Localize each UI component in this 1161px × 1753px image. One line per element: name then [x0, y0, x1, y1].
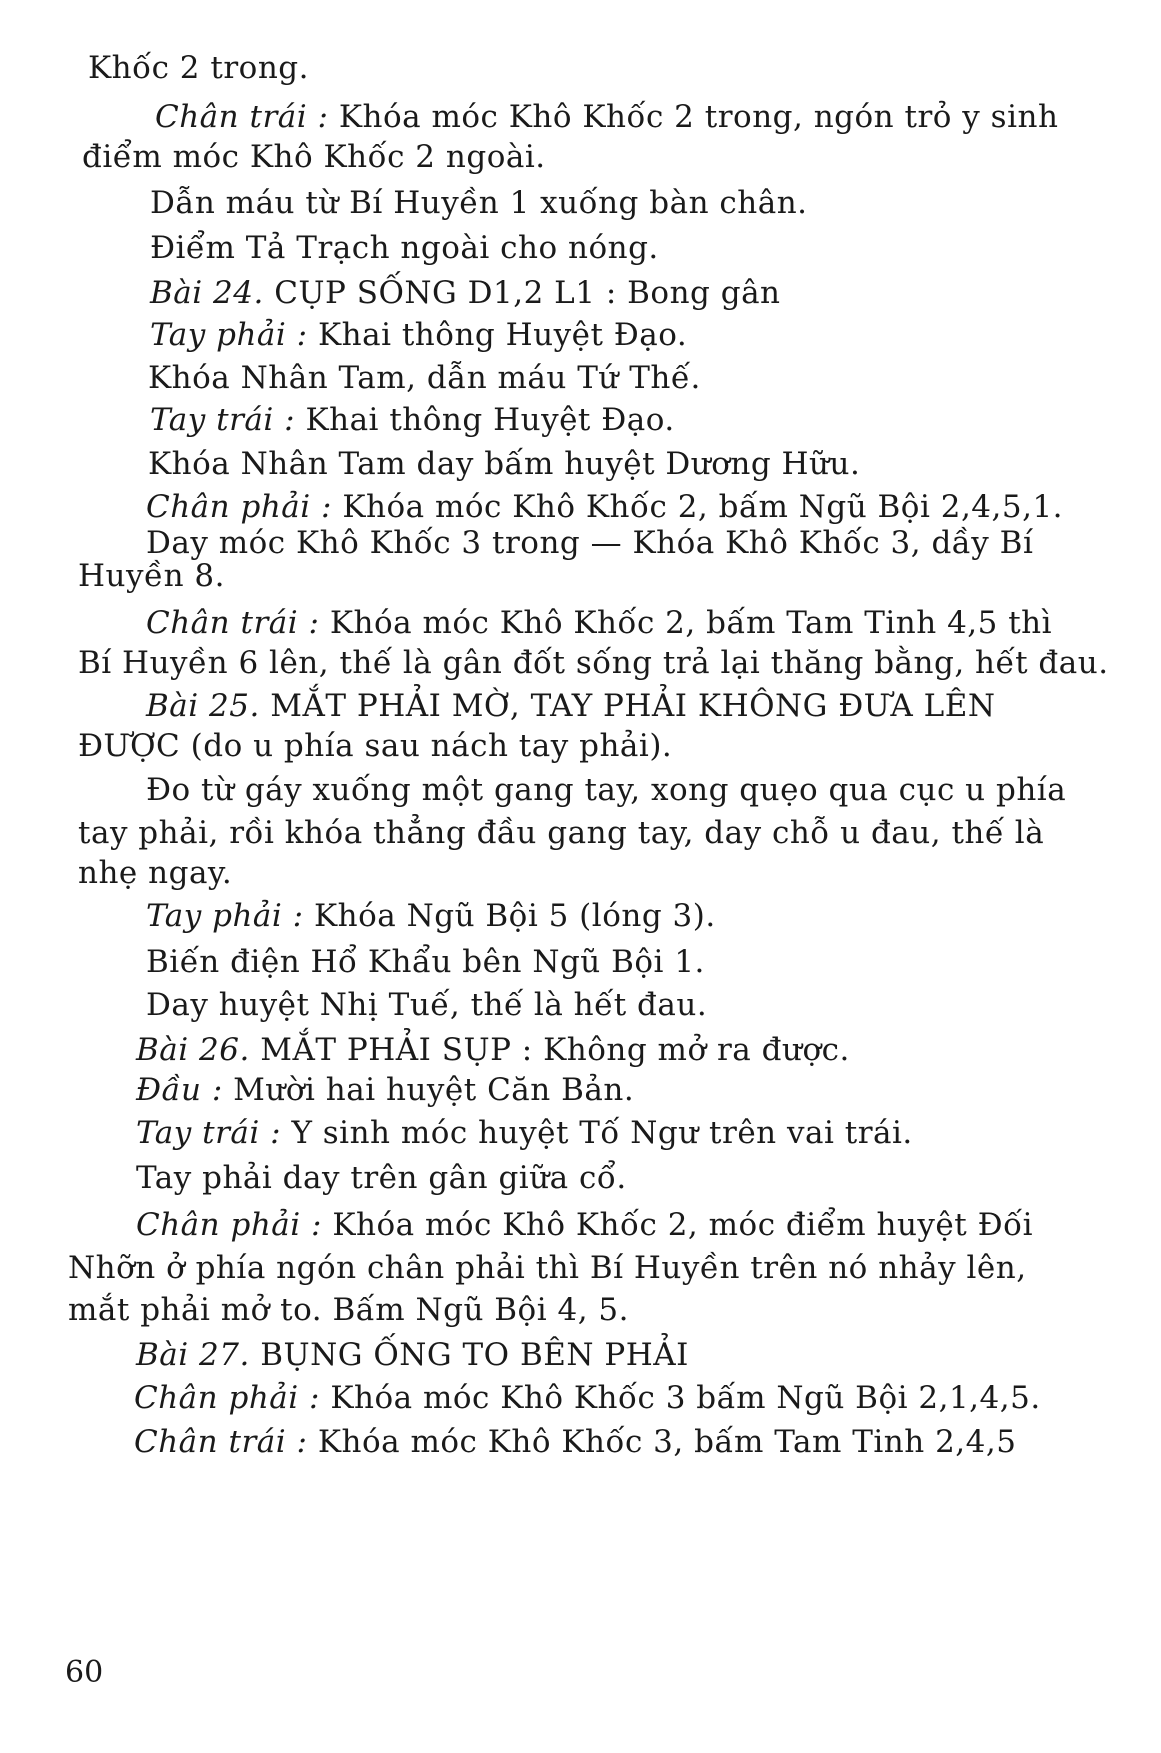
text-line	[150, 228, 659, 268]
text-line	[136, 1070, 634, 1110]
text-line	[146, 770, 1067, 810]
line-content	[146, 770, 1067, 810]
text-line	[146, 603, 1053, 643]
text-line	[78, 853, 232, 893]
text-run: Day móc Khô Khốc 3 trong — Khóa Khô Khốc 3, dầy Bí	[146, 525, 1034, 561]
line-content	[136, 1115, 913, 1151]
line-content	[146, 987, 707, 1023]
text-run: MẮT PHẢI SỤP : Không mở ra được.	[249, 1032, 850, 1068]
text-run: Điểm Tả Trạch ngoài cho nóng.	[150, 230, 659, 266]
italic-heading: Chân trái :	[155, 99, 329, 135]
text-line	[134, 1378, 1041, 1418]
text-run: Nhỡn ở phía ngón chân phải thì Bí Huyền trên nó nhảy lên,	[68, 1250, 1027, 1286]
italic-heading: Tay phải :	[146, 898, 304, 934]
text-line	[134, 1422, 1016, 1462]
text-run: Huyền 8.	[78, 558, 225, 594]
text-line	[88, 48, 309, 88]
text-run: Khai thông Huyệt Đạo.	[307, 317, 688, 353]
text-line	[155, 97, 1059, 137]
text-line	[136, 1030, 850, 1070]
line-content	[150, 230, 659, 266]
text-run: Khóa móc Khô Khốc 2, bấm Ngũ Bội 2,4,5,1.	[332, 489, 1064, 525]
text-line	[146, 896, 716, 936]
text-run: Bí Huyền 6 lên, thế là gân đốt sống trả lại thăng bằng, hết đau.	[78, 645, 1109, 681]
text-line	[82, 137, 546, 177]
line-content	[148, 360, 701, 396]
text-line	[136, 1205, 1033, 1245]
text-run: tay phải, rồi khóa thẳng đầu gang tay, day chỗ u đau, thế là	[78, 815, 1045, 851]
text-line	[136, 1335, 689, 1375]
text-line	[148, 444, 860, 484]
line-content	[78, 813, 1045, 853]
line-content	[150, 402, 675, 438]
text-run: MẮT PHẢI MỜ, TAY PHẢI KHÔNG ĐƯA LÊN	[259, 688, 996, 724]
text-run: ĐƯỢC (do u phía sau nách tay phải).	[78, 728, 673, 764]
line-content	[78, 643, 1109, 683]
text-line	[150, 315, 687, 355]
line-content	[136, 1072, 634, 1108]
text-run: Tay phải day trên gân giữa cổ.	[136, 1160, 627, 1196]
text-run: Đo từ gáy xuống một gang tay, xong quẹo qua cục u phía	[146, 772, 1067, 808]
line-content	[134, 1424, 1016, 1460]
line-content	[146, 944, 705, 980]
italic-heading: Tay trái :	[150, 402, 296, 438]
text-line	[78, 726, 672, 766]
text-run: CỤP SỐNG D1,2 L1 : Bong gân	[263, 275, 781, 311]
text-run: Khóa móc Khô Khốc 2 trong, ngón trỏ y sinh	[328, 99, 1059, 135]
text-run: Khóa Ngũ Bội 5 (lóng 3).	[303, 898, 716, 934]
text-run: Khốc 2 trong.	[88, 50, 309, 86]
text-run: mắt phải mở to. Bấm Ngũ Bội 4, 5.	[68, 1292, 629, 1328]
italic-heading: Bài 26.	[136, 1032, 250, 1068]
text-line	[146, 523, 1034, 563]
text-run: Khóa móc Khô Khốc 3, bấm Tam Tinh 2,4,5	[307, 1424, 1017, 1460]
text-line	[146, 985, 707, 1025]
line-content	[136, 1160, 627, 1196]
text-run: Khai thông Huyệt Đạo.	[295, 402, 675, 438]
text-line	[150, 400, 675, 440]
line-content	[146, 523, 1034, 563]
text-run: điểm móc Khô Khốc 2 ngoài.	[82, 139, 546, 175]
line-content	[146, 603, 1053, 643]
text-line	[146, 487, 1064, 527]
italic-heading: Bài 27.	[136, 1337, 250, 1373]
text-line	[136, 1158, 627, 1198]
italic-heading: Chân phải :	[134, 1380, 320, 1416]
italic-heading: Chân phải :	[146, 489, 332, 525]
text-run: nhẹ ngay.	[78, 855, 233, 891]
text-run: Khóa móc Khô Khốc 2, bấm Tam Tinh 4,5 thì	[319, 605, 1053, 641]
text-line	[68, 1290, 629, 1330]
line-content	[88, 50, 309, 86]
line-content	[136, 1205, 1033, 1245]
text-run: Khóa Nhân Tam day bấm huyệt Dương Hữu.	[148, 446, 861, 482]
text-run: Biến điện Hổ Khẩu bên Ngũ Bội 1.	[146, 944, 705, 980]
line-content	[134, 1380, 1041, 1416]
text-run: Y sinh móc huyệt Tố Ngư trên vai trái.	[281, 1115, 913, 1151]
line-content	[150, 275, 781, 311]
line-content	[150, 317, 687, 353]
text-run: Khóa móc Khô Khốc 3 bấm Ngũ Bội 2,1,4,5.	[320, 1380, 1041, 1416]
line-content	[82, 139, 546, 175]
text-run: Khóa móc Khô Khốc 2, móc điểm huyệt Đối	[322, 1207, 1033, 1243]
text-line	[150, 273, 781, 313]
text-run: Dẫn máu từ Bí Huyền 1 xuống bàn chân.	[150, 185, 808, 221]
text-line	[148, 358, 701, 398]
text-line	[146, 686, 996, 726]
text-line	[136, 1113, 913, 1153]
italic-heading: Đầu :	[136, 1072, 223, 1108]
text-line	[68, 1248, 1027, 1288]
line-content	[78, 728, 672, 764]
line-content	[148, 446, 860, 482]
italic-heading: Tay phải :	[150, 317, 308, 353]
text-line	[78, 813, 1045, 853]
line-content	[68, 1248, 1027, 1288]
line-content	[146, 686, 996, 726]
text-line	[78, 643, 1109, 683]
line-content	[136, 1032, 850, 1068]
text-line	[150, 183, 808, 223]
line-content	[150, 185, 808, 221]
line-content	[146, 487, 1064, 527]
text-line	[146, 942, 705, 982]
italic-heading: Tay trái :	[136, 1115, 282, 1151]
italic-heading: Bài 24.	[150, 275, 264, 311]
line-content	[136, 1337, 689, 1373]
line-content	[68, 1292, 629, 1328]
italic-heading: Bài 25.	[146, 688, 260, 724]
text-line	[78, 556, 225, 596]
italic-heading: Chân trái :	[134, 1424, 308, 1460]
line-content	[78, 558, 225, 594]
italic-heading: Chân phải :	[136, 1207, 322, 1243]
page-number: 60	[65, 1655, 104, 1690]
text-run: BỤNG ỐNG TO BÊN PHẢI	[249, 1337, 689, 1373]
line-content	[155, 97, 1059, 137]
line-content	[78, 855, 232, 891]
text-run: Khóa Nhân Tam, dẫn máu Tứ Thế.	[148, 360, 701, 396]
text-run: Day huyệt Nhị Tuế, thế là hết đau.	[146, 987, 708, 1023]
text-run: Mười hai huyệt Căn Bản.	[222, 1072, 635, 1108]
line-content	[146, 898, 716, 934]
italic-heading: Chân trái :	[146, 605, 320, 641]
